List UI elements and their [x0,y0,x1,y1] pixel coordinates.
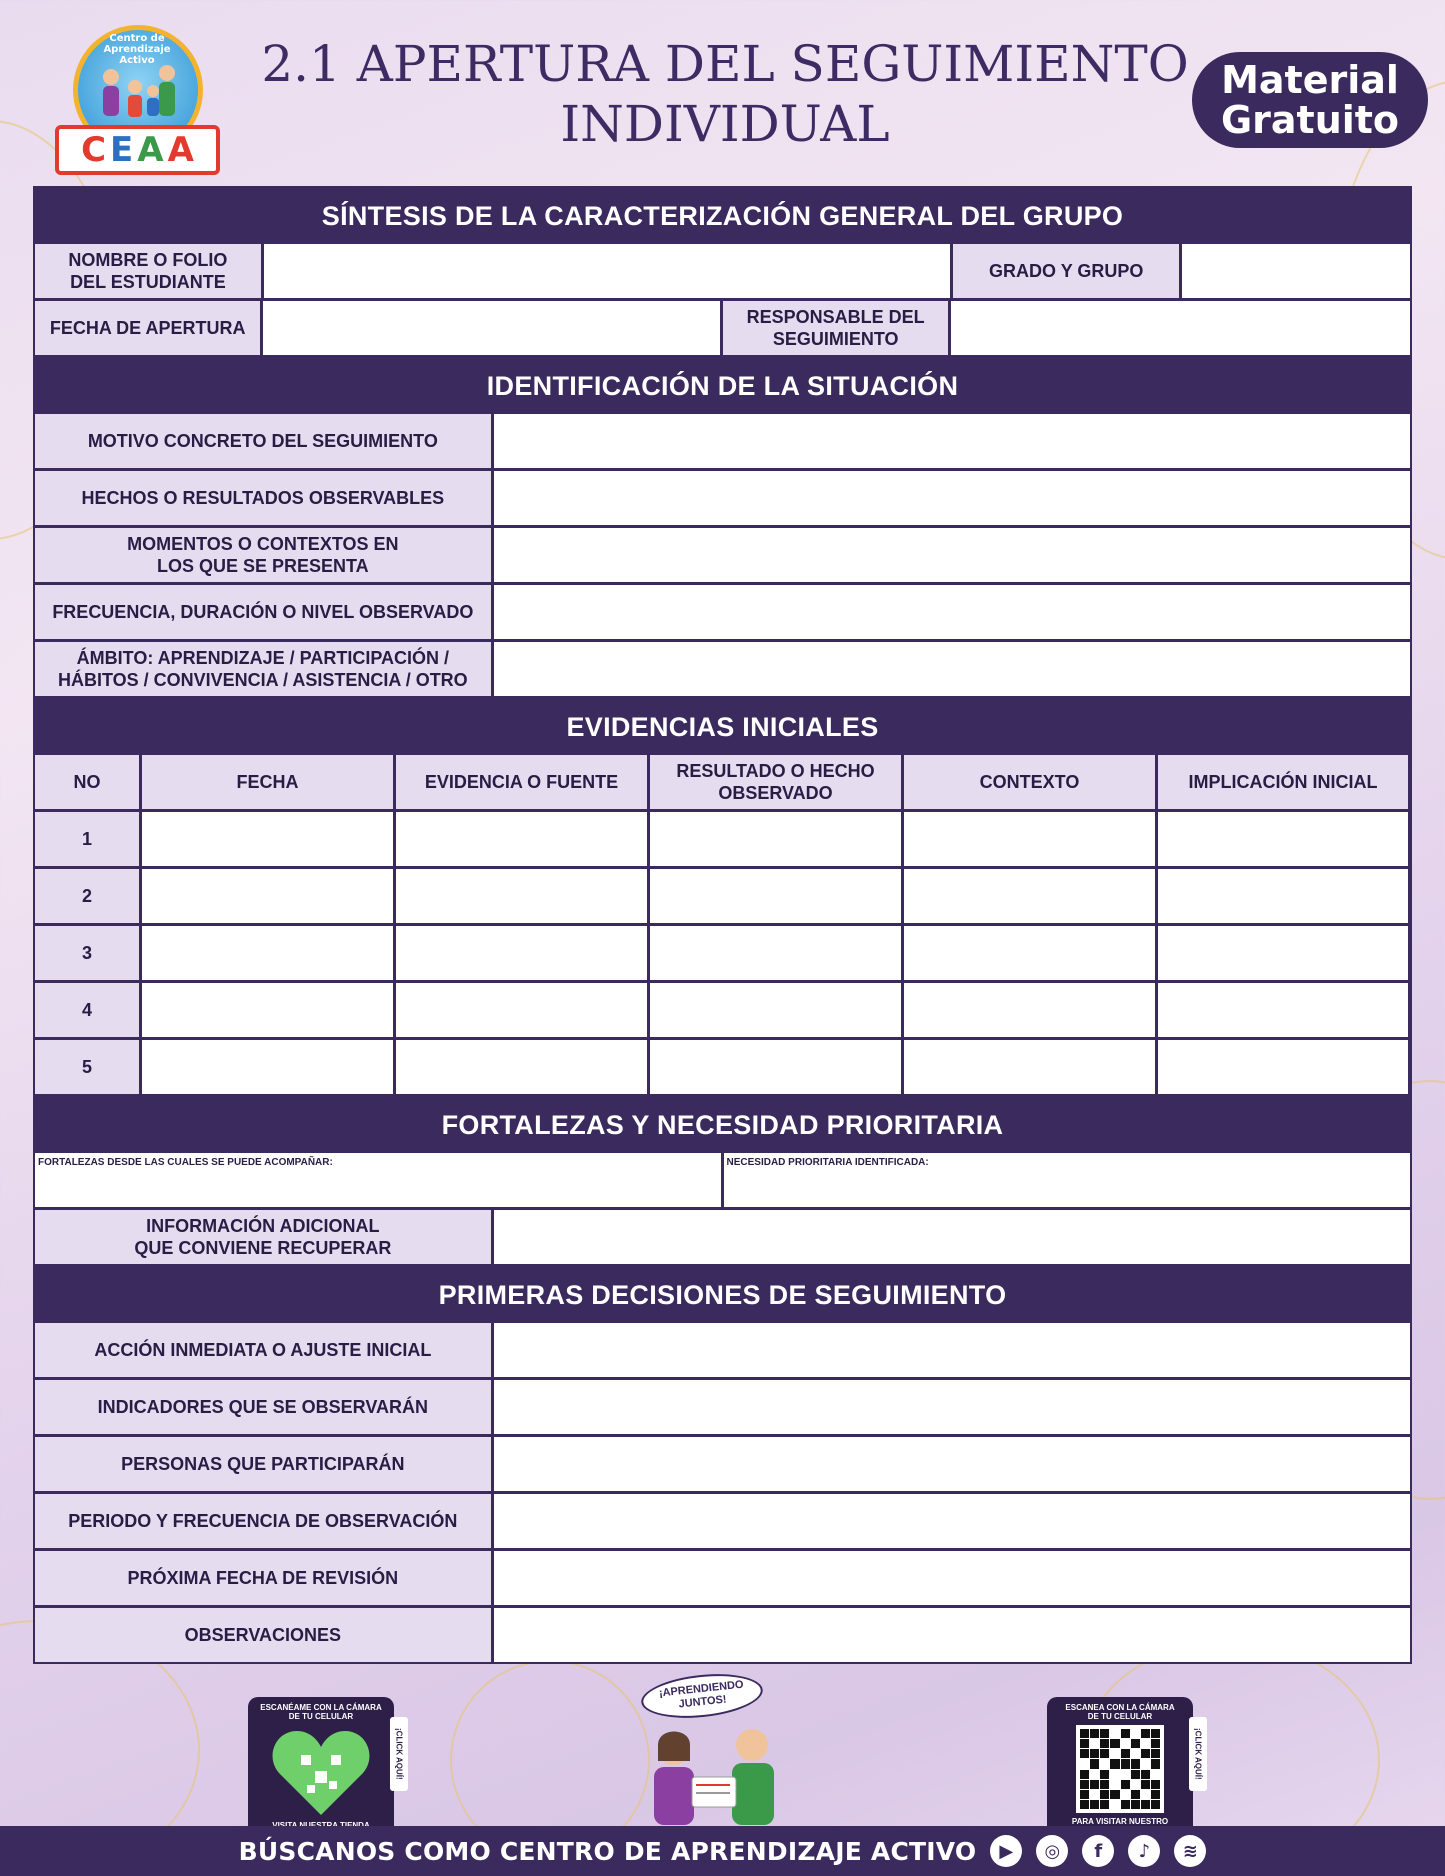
hechos-label: HECHOS O RESULTADOS OBSERVABLES [35,471,491,525]
column-header-fecha: FECHA [142,755,393,809]
page-header [0,0,1445,180]
indicadores-label: INDICADORES QUE SE OBSERVARÁN [35,1380,491,1434]
instagram-icon[interactable]: ◎ [1036,1835,1068,1867]
fecha-apertura-label: FECHA DE APERTURA [35,301,260,355]
personas-field[interactable] [494,1437,1410,1491]
table-cell[interactable] [1158,926,1408,980]
table-cell[interactable] [396,983,647,1037]
motivo-field[interactable] [494,414,1410,468]
column-header-contexto: CONTEXTO [904,755,1155,809]
table-cell[interactable] [1158,1040,1408,1094]
accion-label: ACCIÓN INMEDIATA O AJUSTE INICIAL [35,1323,491,1377]
ambito-label: ÁMBITO: APRENDIZAJE / PARTICIPACIÓN / HÁBITOS / CONVIVENCIA / ASISTENCIA / OTRO [35,642,491,696]
spotify-icon[interactable]: ≋ [1174,1835,1206,1867]
badge-line: Gratuito [1220,98,1400,142]
table-row [35,812,1410,866]
table-cell[interactable] [904,812,1155,866]
table-row [35,1040,1410,1094]
table-cell[interactable] [1158,869,1408,923]
frecuencia-field[interactable] [494,585,1410,639]
tiktok-icon[interactable]: ♪ [1128,1835,1160,1867]
table-cell[interactable] [142,983,393,1037]
responsable-field[interactable] [951,301,1410,355]
qr-code-icon [1076,1725,1164,1813]
logo-arc-text: Centro de Aprendizaje Activo [103,33,171,66]
observaciones-field[interactable] [494,1608,1410,1662]
section-heading: EVIDENCIAS INICIALES [566,711,879,742]
qr-caption: ESCANÉAME CON LA CÁMARA DE TU CELULAR [260,1703,382,1721]
column-header-implicacion: IMPLICACIÓN INICIAL [1158,755,1408,809]
grado-label: GRADO Y GRUPO [953,244,1179,298]
tracking-form [33,186,1412,1664]
proxima-fecha-field[interactable] [494,1551,1410,1605]
table-cell[interactable] [650,983,901,1037]
logo-letter: C [81,130,107,170]
table-row [35,926,1410,980]
ceaa-logo [55,25,220,175]
row-number: 1 [35,812,139,866]
table-cell[interactable] [142,869,393,923]
logo-people-illustration [93,61,183,125]
row-number: 2 [35,869,139,923]
fortalezas-field[interactable]: FORTALEZAS DESDE LAS CUALES SE PUEDE ACOMPAÑAR: [35,1153,721,1207]
heart-qr-icon [271,1725,371,1817]
store-qr-card[interactable] [248,1697,404,1847]
necesidad-field[interactable]: NECESIDAD PRIORITARIA IDENTIFICADA: [724,1153,1411,1207]
responsable-label: RESPONSABLE DEL SEGUIMIENTO [723,301,948,355]
table-cell[interactable] [396,869,647,923]
badge-line: Material [1221,58,1399,102]
proxima-fecha-label: PRÓXIMA FECHA DE REVISIÓN [35,1551,491,1605]
qr-caption: ESCANEA CON LA CÁMARA DE TU CELULAR [1065,1703,1175,1721]
row-number: 4 [35,983,139,1037]
qr-caption: PARA VISITAR NUESTRO [1071,1817,1169,1826]
section-heading: SÍNTESIS DE LA CARACTERIZACIÓN GENERAL DEL GRUPO [321,200,1124,231]
frecuencia-label: FRECUENCIA, DURACIÓN O NIVEL OBSERVADO [35,585,491,639]
row-number: 3 [35,926,139,980]
table-cell[interactable] [396,926,647,980]
personas-label: PERSONAS QUE PARTICIPARÁN [35,1437,491,1491]
periodo-field[interactable] [494,1494,1410,1548]
table-cell[interactable] [650,1040,901,1094]
info-adicional-field[interactable] [494,1210,1410,1264]
table-cell[interactable] [396,812,647,866]
ambito-field[interactable] [494,642,1410,696]
logo-letter: E [110,130,134,170]
section-heading: IDENTIFICACIÓN DE LA SITUACIÓN [486,370,959,401]
table-cell[interactable] [142,812,393,866]
info-adicional-label: INFORMACIÓN ADICIONAL QUE CONVIENE RECUPERAR [35,1210,491,1264]
speech-bubble: ¡APRENDIENDO JUNTOS! [639,1669,765,1724]
table-cell[interactable] [650,812,901,866]
material-gratuito-badge [1192,52,1428,148]
click-here-tag[interactable]: ¡CLICK AQUÍ! [390,1717,408,1791]
youtube-icon[interactable]: ▶ [990,1835,1022,1867]
logo-letter: A [167,130,194,170]
row-number: 5 [35,1040,139,1094]
table-cell[interactable] [142,1040,393,1094]
logo-letter: A [137,130,164,170]
observaciones-label: OBSERVACIONES [35,1608,491,1662]
indicadores-field[interactable] [494,1380,1410,1434]
momentos-field[interactable] [494,528,1410,582]
motivo-label: MOTIVO CONCRETO DEL SEGUIMIENTO [35,414,491,468]
youtube-qr-card[interactable] [1047,1697,1203,1847]
title-line: 2.1 APERTURA DEL SEGUIMIENTO [261,35,1189,93]
table-cell[interactable] [904,869,1155,923]
table-cell[interactable] [904,1040,1155,1094]
table-cell[interactable] [650,869,901,923]
column-header-evidencia: EVIDENCIA O FUENTE [396,755,647,809]
table-cell[interactable] [1158,983,1408,1037]
section-heading: FORTALEZAS Y NECESIDAD PRIORITARIA [441,1109,1004,1140]
logo-banner [55,125,220,175]
accion-field[interactable] [494,1323,1410,1377]
column-header-no: NO [35,755,139,809]
hechos-field[interactable] [494,471,1410,525]
table-cell[interactable] [1158,812,1408,866]
nombre-label: NOMBRE O FOLIO DEL ESTUDIANTE [35,244,261,298]
nombre-field[interactable] [264,244,951,298]
table-cell[interactable] [904,983,1155,1037]
fecha-apertura-field[interactable] [263,301,720,355]
facebook-icon[interactable]: f [1082,1835,1114,1867]
table-cell[interactable] [650,926,901,980]
page-title [240,34,1210,154]
table-row [35,983,1410,1037]
footer-bar [0,1826,1445,1876]
teachers-illustration [640,1715,790,1825]
footer-text: BÚSCANOS COMO CENTRO DE APRENDIZAJE ACTIVO [238,1836,977,1866]
table-cell[interactable] [396,1040,647,1094]
table-cell[interactable] [904,926,1155,980]
click-here-tag[interactable]: ¡CLICK AQUÍ! [1189,1717,1207,1791]
table-cell[interactable] [142,926,393,980]
column-header-resultado: RESULTADO O HECHO OBSERVADO [650,755,901,809]
momentos-label: MOMENTOS O CONTEXTOS EN LOS QUE SE PRESENTA [35,528,491,582]
section-heading: PRIMERAS DECISIONES DE SEGUIMIENTO [438,1279,1007,1310]
periodo-label: PERIODO Y FRECUENCIA DE OBSERVACIÓN [35,1494,491,1548]
title-line: INDIVIDUAL [560,95,890,153]
grado-field[interactable] [1182,244,1410,298]
table-row [35,869,1410,923]
